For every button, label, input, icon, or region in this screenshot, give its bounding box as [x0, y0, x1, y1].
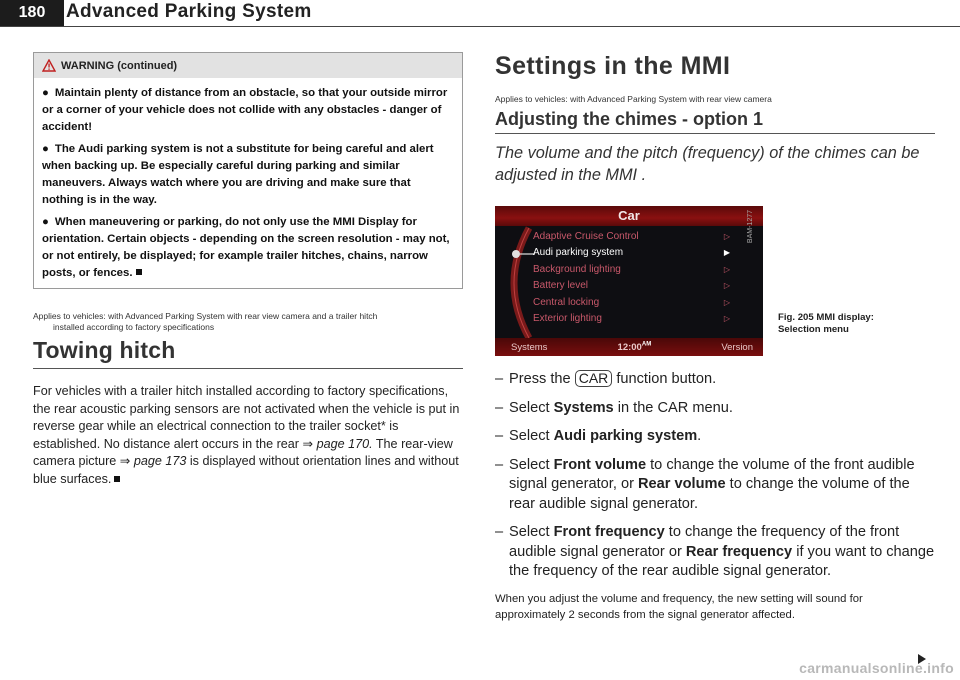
- mmi-menu-item[interactable]: Exterior lighting ▷: [533, 311, 733, 328]
- submenu-arrow-icon: ▷: [723, 281, 731, 291]
- figure-caption: Fig. 205 MMI display: Selection menu: [778, 312, 874, 335]
- step-item: – Select Front frequency to change the frequency of the front audible signal generator or Rear frequency if you want to change the frequency of the rear audible signal generator.: [495, 524, 935, 579]
- subtitle-rule: [495, 133, 935, 134]
- warning-heading: [34, 53, 462, 78]
- mmi-control-arc-icon: [495, 224, 535, 342]
- warning-bullet: ● Maintain plenty of distance from an obstacle, so that your outside mirror or a corner of your vehicle does not collide with any obstacles - danger of accident!: [42, 87, 448, 133]
- running-title: Advanced Parking System: [66, 1, 312, 22]
- figure-205: [495, 206, 935, 358]
- mmi-title-bar: Car: [495, 206, 763, 226]
- warning-bullet: ● The Audi parking system is not a substitute for being careful and alert when backing up. Be especially careful during parking and similar maneuvers. Always watch where you are driving and make sure that nothing is in the way.: [42, 143, 434, 206]
- step-item: – Select Systems in the CAR menu.: [495, 399, 733, 416]
- warning-box: [33, 52, 463, 289]
- page-ref-link[interactable]: page 170.: [316, 436, 373, 451]
- submenu-arrow-icon: ▷: [723, 297, 731, 307]
- mmi-version-softkey[interactable]: Version: [721, 341, 753, 353]
- warning-bullet: ● When maneuvering or parking, do not only use the MMI Display for orientation. Certain objects - depending on the screen resolution - may not, or not entirely, be displayed; for example trailer hitches, chains, narrow posts, or fences.: [42, 216, 450, 279]
- warning-body: [34, 78, 462, 288]
- mmi-menu-list: [533, 228, 733, 327]
- submenu-arrow-icon: ▷: [723, 231, 731, 241]
- page-ref-link[interactable]: page 173: [133, 454, 187, 468]
- chimes-intro: The volume and the pitch (frequency) of the chimes can be adjusted in the MMI .: [495, 144, 920, 184]
- mmi-systems-softkey[interactable]: Systems: [511, 341, 548, 353]
- step-item: – Select Audi parking system.: [495, 428, 702, 444]
- settings-title: Settings in the MMI: [495, 52, 731, 80]
- selected-arrow-icon: ▶: [723, 248, 731, 258]
- warning-heading-text: WARNING (continued): [61, 59, 178, 72]
- car-key-button: CAR: [575, 370, 613, 387]
- mmi-status-bar: [495, 338, 763, 356]
- mmi-image-id: BAM-1277: [747, 210, 754, 244]
- step-item: – Select Front volume to change the volume of the front audible signal generator, or Rear volume to change the volume of the rear audible signal generator.: [495, 456, 915, 512]
- towing-applies-note: Applies to vehicles: with Advanced Parking System with rear view camera and a trailer hitch installed according to factory specifications: [33, 311, 378, 332]
- mmi-menu-item[interactable]: Background lighting ▷: [533, 261, 733, 278]
- left-column: [33, 52, 463, 488]
- towing-title-rule: [33, 368, 463, 369]
- towing-body: For vehicles with a trailer hitch installed according to factory specifications, the rear acoustic parking sensors are not activated when the vehicle is put in reverse gear while an electrical connection to the trailer socket* is established. No distance alert occurs in the rear ⇒ page 170. The rear-view camera picture ⇒ page 173 is displayed without orientation lines and without blue surfaces.: [33, 384, 460, 486]
- mmi-menu-item-selected[interactable]: Audi parking system ▶: [533, 245, 733, 262]
- submenu-arrow-icon: ▷: [723, 314, 731, 324]
- watermark: carmanualsonline.info: [799, 660, 954, 676]
- submenu-arrow-icon: ▷: [723, 264, 731, 274]
- step-item: – Press the CAR function button.: [495, 370, 717, 387]
- mmi-menu-item[interactable]: Adaptive Cruise Control ▷: [533, 228, 733, 245]
- section-end-mark: [136, 269, 142, 275]
- header-rule: [0, 26, 960, 27]
- section-end-mark: [114, 476, 120, 482]
- page-number: 180: [0, 0, 64, 26]
- mmi-menu-item[interactable]: Central locking ▷: [533, 294, 733, 311]
- adjustment-note: When you adjust the volume and frequency, the new setting will sound for approximately 2 seconds from the signal generator affected.: [495, 592, 863, 621]
- warning-triangle-icon: [42, 59, 56, 72]
- step-list: [495, 370, 935, 582]
- mmi-clock: $12:00^{AM}$: [617, 341, 652, 353]
- towing-title: Towing hitch: [33, 337, 176, 363]
- mmi-menu-item[interactable]: Battery level ▷: [533, 278, 733, 295]
- right-column: [495, 52, 935, 623]
- chimes-subtitle: Adjusting the chimes - option 1: [495, 109, 764, 129]
- settings-applies-note: Applies to vehicles: with Advanced Parking System with rear view camera: [495, 94, 772, 104]
- mmi-display: [495, 206, 763, 356]
